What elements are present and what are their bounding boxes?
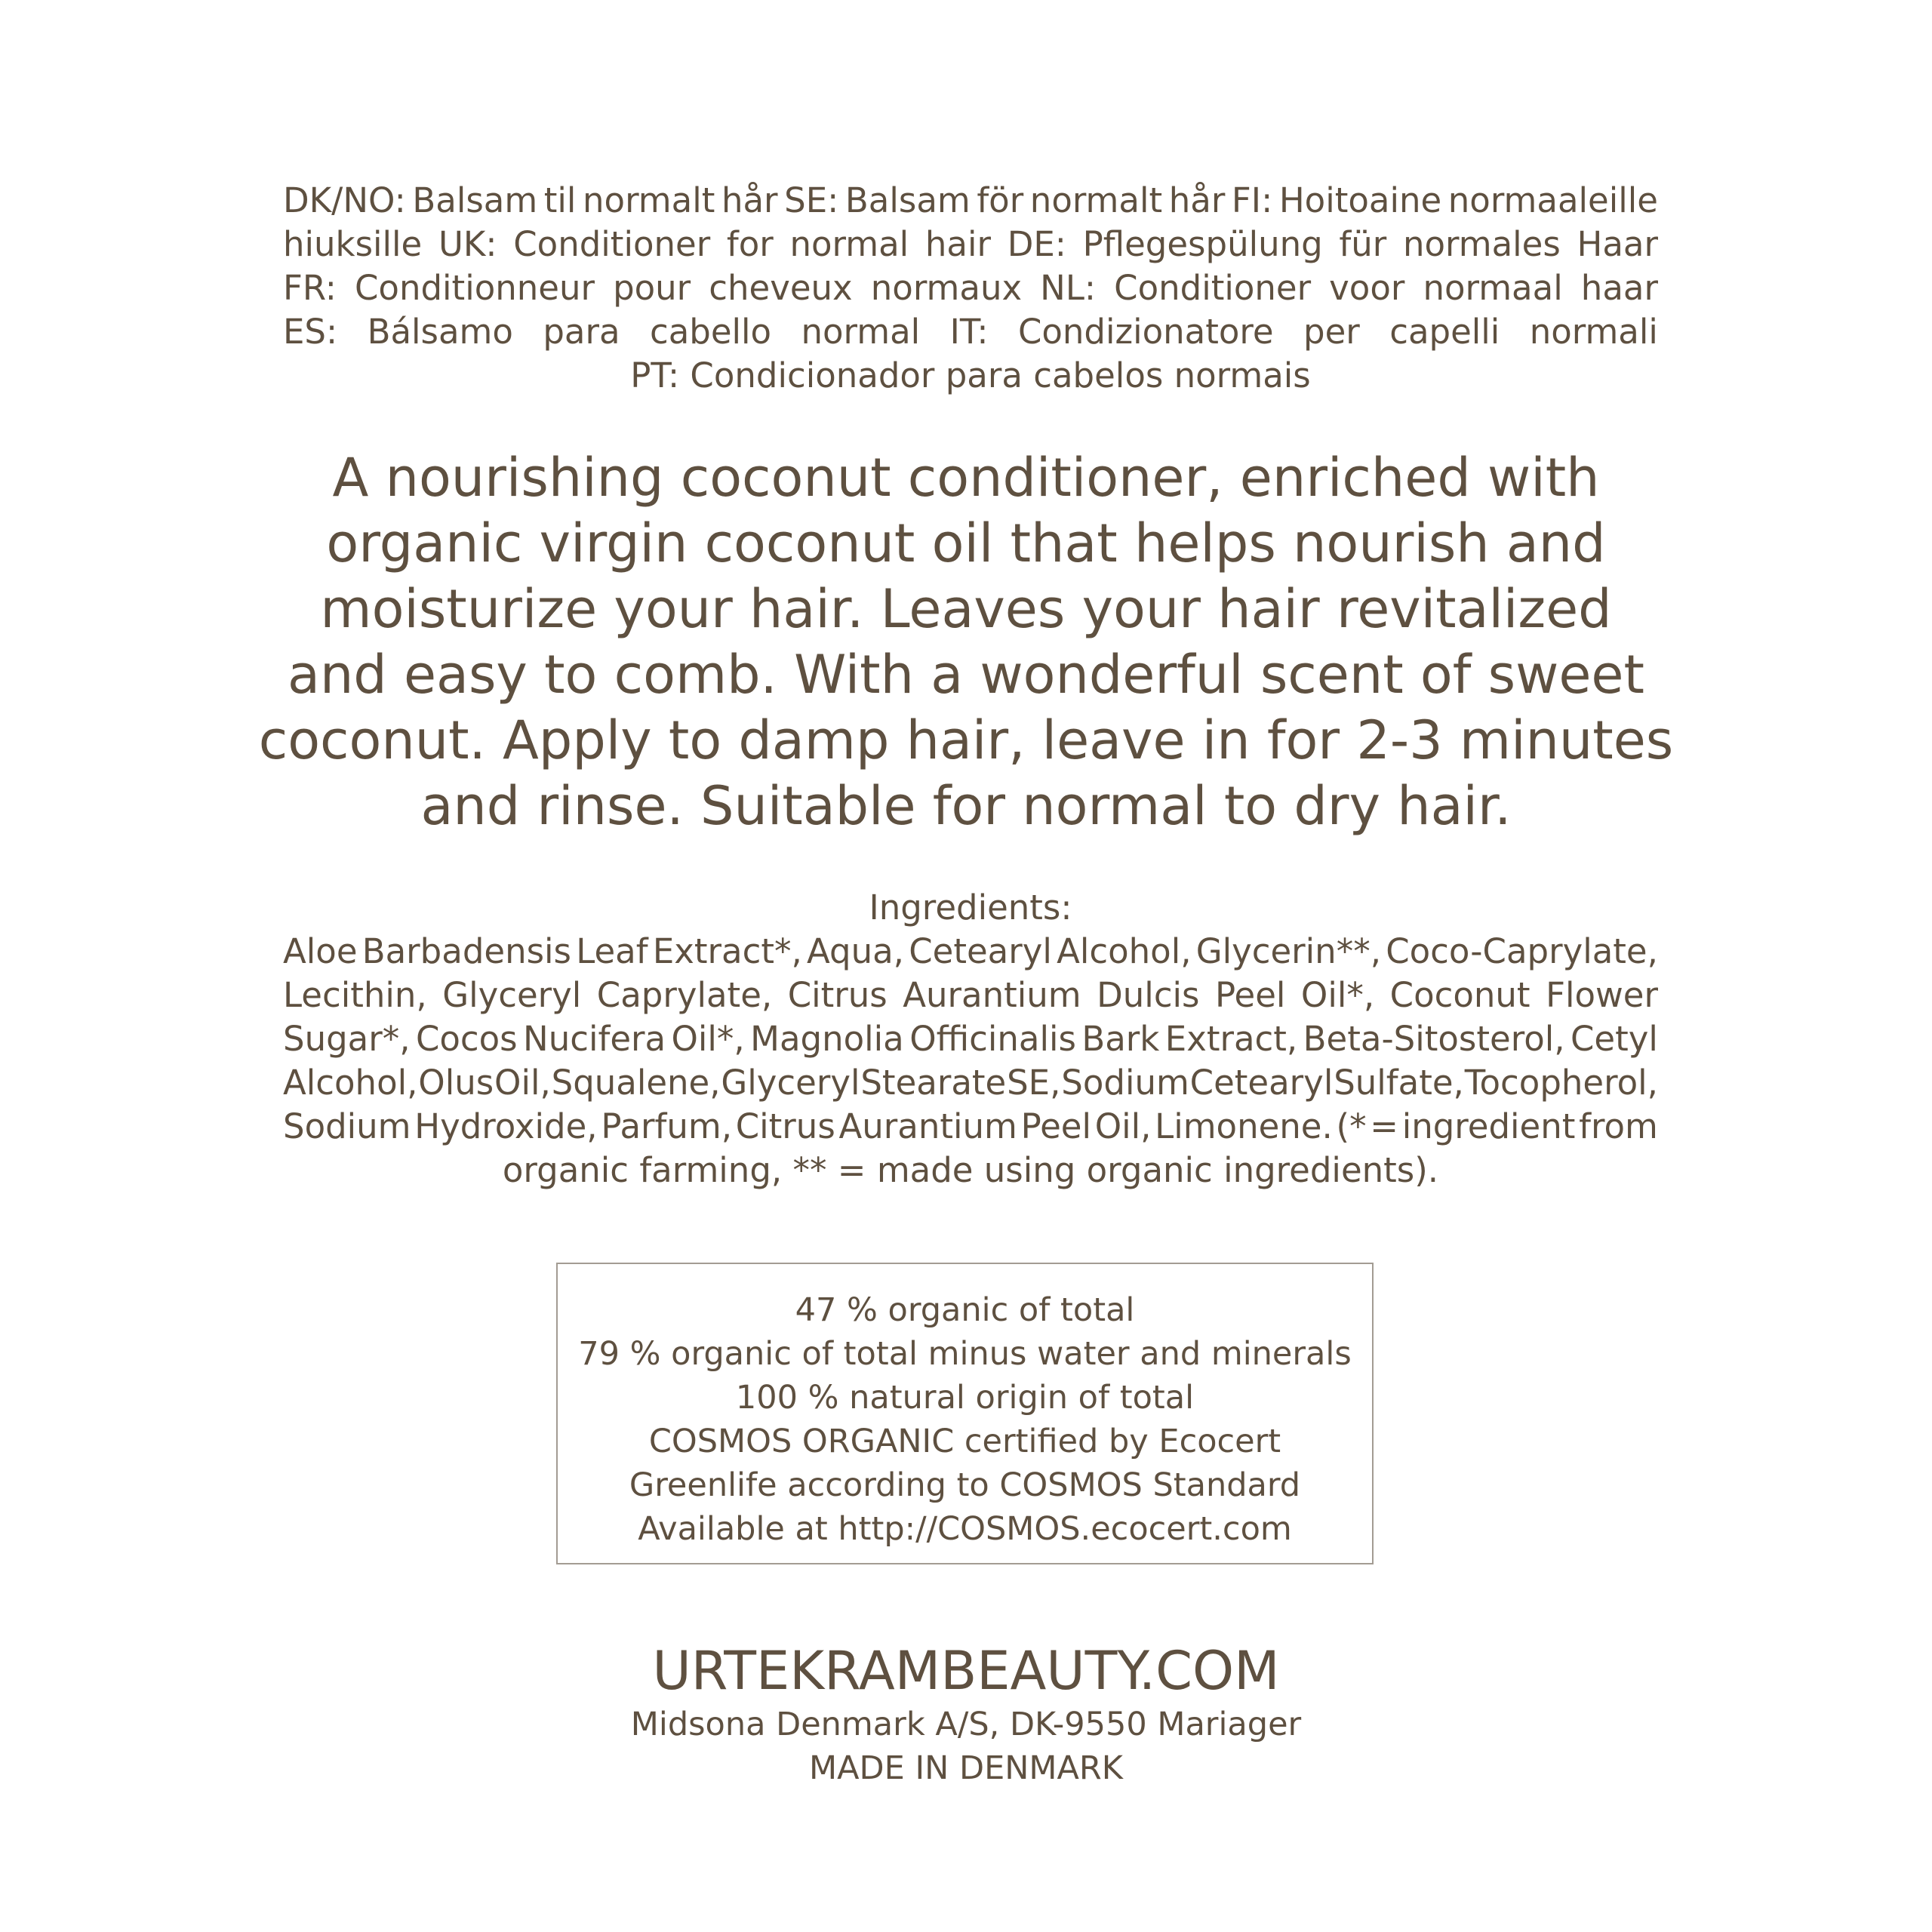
translation-word: hår — [721, 180, 778, 220]
ingredient-word: Aurantium — [838, 1106, 1017, 1146]
certification-line: Available at http://COSMOS.ecocert.com — [638, 1510, 1292, 1548]
certification-line: 100 % natural origin of total — [735, 1379, 1195, 1417]
translation-word: haar — [1580, 268, 1658, 308]
ingredient-word: Aqua, — [807, 931, 904, 971]
ingredient-word: Squalene, — [551, 1063, 721, 1103]
ingredient-word: Extract, — [1164, 1019, 1298, 1059]
ingredient-word: Glyceryl — [721, 1063, 860, 1103]
ingredient-word: Oil*, — [1300, 975, 1375, 1015]
ingredient-word: Peel — [1020, 1106, 1091, 1146]
ingredient-word: Bark — [1081, 1019, 1160, 1059]
translation-word: hair — [924, 224, 991, 264]
description-line: and rinse. Suitable for normal to dry hair. — [420, 775, 1512, 837]
ingredient-word: Magnolia — [750, 1019, 904, 1059]
description-line: moisturize your hair. Leaves your hair revitalized — [320, 578, 1612, 640]
translation-word: FR: — [283, 268, 337, 308]
certification-box — [556, 1263, 1374, 1564]
product-description — [249, 445, 1683, 839]
ingredients-line — [283, 1105, 1658, 1149]
ingredients-line — [283, 974, 1658, 1017]
translation-word: cheveux — [709, 268, 853, 308]
description-line: A nourishing coconut conditioner, enriched with — [332, 447, 1600, 509]
translation-word: normales — [1402, 224, 1561, 264]
translation-word: cabello — [649, 312, 772, 352]
ingredient-word: Sulfate, — [1334, 1063, 1464, 1103]
ingredients-line — [283, 930, 1658, 974]
translation-word: Balsam — [844, 180, 971, 220]
description-line: coconut. Apply to damp hair, leave in for 2-3 minutes — [258, 709, 1674, 771]
ingredient-word: Glycerin**, — [1195, 931, 1381, 971]
ingredient-word: Barbadensis — [361, 931, 571, 971]
ingredient-word: Oil, — [494, 1063, 551, 1103]
ingredient-word: Hydroxide, — [414, 1106, 598, 1146]
translation-word: für — [1339, 224, 1387, 264]
translation-word: para — [543, 312, 620, 352]
translation-word: NL: — [1040, 268, 1097, 308]
website-url: URTEKRAMBEAUTY.COM — [652, 1640, 1280, 1702]
translation-word: hiuksille — [283, 224, 423, 264]
translation-word: Pflegespülung — [1082, 224, 1323, 264]
ingredient-word: from — [1579, 1106, 1658, 1146]
translation-word: normaal — [1423, 268, 1563, 308]
ingredient-word: Extract*, — [652, 931, 802, 971]
ingredient-word: Peel — [1215, 975, 1286, 1015]
translation-word: Conditionneur — [355, 268, 595, 308]
translation-word: capelli — [1389, 312, 1500, 352]
translation-word: Condizionatore — [1017, 312, 1274, 352]
translation-word: voor — [1329, 268, 1405, 308]
ingredient-word: Olus — [418, 1063, 494, 1103]
translation-word: Conditioner — [1114, 268, 1312, 308]
translation-word: Conditioner — [513, 224, 711, 264]
translation-word: IT: — [949, 312, 989, 352]
translation-word: DE: — [1007, 224, 1066, 264]
ingredient-word: Limonene. — [1155, 1106, 1333, 1146]
ingredient-word: Officinalis — [909, 1019, 1076, 1059]
ingredient-word: Alcohol, — [283, 1063, 418, 1103]
footer — [377, 1639, 1555, 1790]
translation-word: til — [543, 180, 577, 220]
translation-word: SE: — [784, 180, 839, 220]
made-in-label: MADE IN DENMARK — [808, 1749, 1124, 1787]
certification-line: COSMOS ORGANIC certified by Ecocert — [648, 1423, 1281, 1460]
company-address: Midsona Denmark A/S, DK-9550 Mariager — [630, 1706, 1302, 1743]
ingredients-title: Ingredients: — [869, 888, 1072, 928]
translation-line — [283, 310, 1658, 354]
translation-word: normaux — [870, 268, 1023, 308]
certification-line: Greenlife according to COSMOS Standard — [629, 1466, 1301, 1504]
translation-word: normalt — [583, 180, 715, 220]
translations-block — [283, 179, 1658, 398]
translation-word: normal — [801, 312, 921, 352]
ingredient-word: Citrus — [787, 975, 888, 1015]
ingredient-word: Stearate — [860, 1063, 1007, 1103]
translation-line-last — [283, 354, 1658, 398]
ingredient-word: Glyceryl — [442, 975, 582, 1015]
translation-word: ES: — [283, 312, 338, 352]
translation-word: Hoitoaine — [1278, 180, 1442, 220]
ingredient-word: Sodium — [1061, 1063, 1189, 1103]
ingredients-line-last — [283, 1149, 1658, 1192]
translation-word: DK/NO: — [283, 180, 406, 220]
certification-line: 79 % organic of total minus water and minerals — [578, 1335, 1352, 1373]
ingredient-word: Flower — [1546, 975, 1658, 1015]
ingredient-word: SE, — [1007, 1063, 1061, 1103]
translation-word: Balsam — [412, 180, 538, 220]
translation-word: normali — [1529, 312, 1658, 352]
description-line: and easy to comb. With a wonderful scent of sweet — [288, 644, 1644, 706]
ingredient-word: Aurantium — [903, 975, 1081, 1015]
translation-word: FI: — [1231, 180, 1273, 220]
ingredient-word: Beta-Sitosterol, — [1303, 1019, 1565, 1059]
ingredient-word: Leaf — [576, 931, 648, 971]
ingredient-word: Tocopherol, — [1464, 1063, 1658, 1103]
ingredient-word: Cocos — [415, 1019, 518, 1059]
ingredient-word: Alcohol, — [1057, 931, 1192, 971]
translation-word: UK: — [438, 224, 497, 264]
ingredient-word: = — [1370, 1106, 1398, 1146]
ingredient-word: Cetearyl — [909, 931, 1052, 971]
translation-word: normalt — [1029, 180, 1163, 220]
ingredient-word: (* — [1336, 1106, 1367, 1146]
ingredient-word: Citrus — [735, 1106, 835, 1146]
description-line: organic virgin coconut oil that helps nourish and — [326, 512, 1606, 574]
ingredient-word: Lecithin, — [283, 975, 427, 1015]
translation-word: normal — [789, 224, 909, 264]
ingredient-word: Sugar*, — [283, 1019, 411, 1059]
translation-word: pour — [613, 268, 691, 308]
ingredients-footnote: organic farming, ** = made using organic ingredients). — [502, 1150, 1439, 1190]
ingredient-word: Dulcis — [1097, 975, 1200, 1015]
certification-line: 47 % organic of total — [795, 1291, 1135, 1329]
ingredient-word: ingredient — [1401, 1106, 1576, 1146]
ingredients-block — [283, 886, 1658, 1192]
ingredient-word: Parfum, — [601, 1106, 733, 1146]
translation-word: per — [1303, 312, 1360, 352]
translation-word: Haar — [1577, 224, 1658, 264]
ingredient-word: Oil*, — [671, 1019, 745, 1059]
translation-line — [283, 223, 1658, 266]
ingredient-word: Coco-Caprylate, — [1386, 931, 1658, 971]
translation-word: Bálsamo — [367, 312, 513, 352]
ingredient-word: Cetyl — [1570, 1019, 1658, 1059]
ingredient-word: Cetearyl — [1189, 1063, 1334, 1103]
ingredients-line — [283, 1017, 1658, 1061]
ingredient-word: Oil, — [1094, 1106, 1152, 1146]
translation-word: hår — [1168, 180, 1226, 220]
ingredient-word: Nucifera — [523, 1019, 666, 1059]
ingredient-word: Caprylate, — [596, 975, 773, 1015]
translation-word: för — [977, 180, 1024, 220]
translation-word: for — [726, 224, 774, 264]
ingredient-word: Coconut — [1389, 975, 1531, 1015]
translation-word: normaaleille — [1447, 180, 1658, 220]
ingredients-line — [283, 1061, 1658, 1105]
translation-line — [283, 179, 1658, 223]
ingredient-word: Aloe — [283, 931, 358, 971]
translation-text: PT: Condicionador para cabelos normais — [630, 355, 1311, 395]
ingredient-word: Sodium — [283, 1106, 411, 1146]
translation-line — [283, 266, 1658, 310]
